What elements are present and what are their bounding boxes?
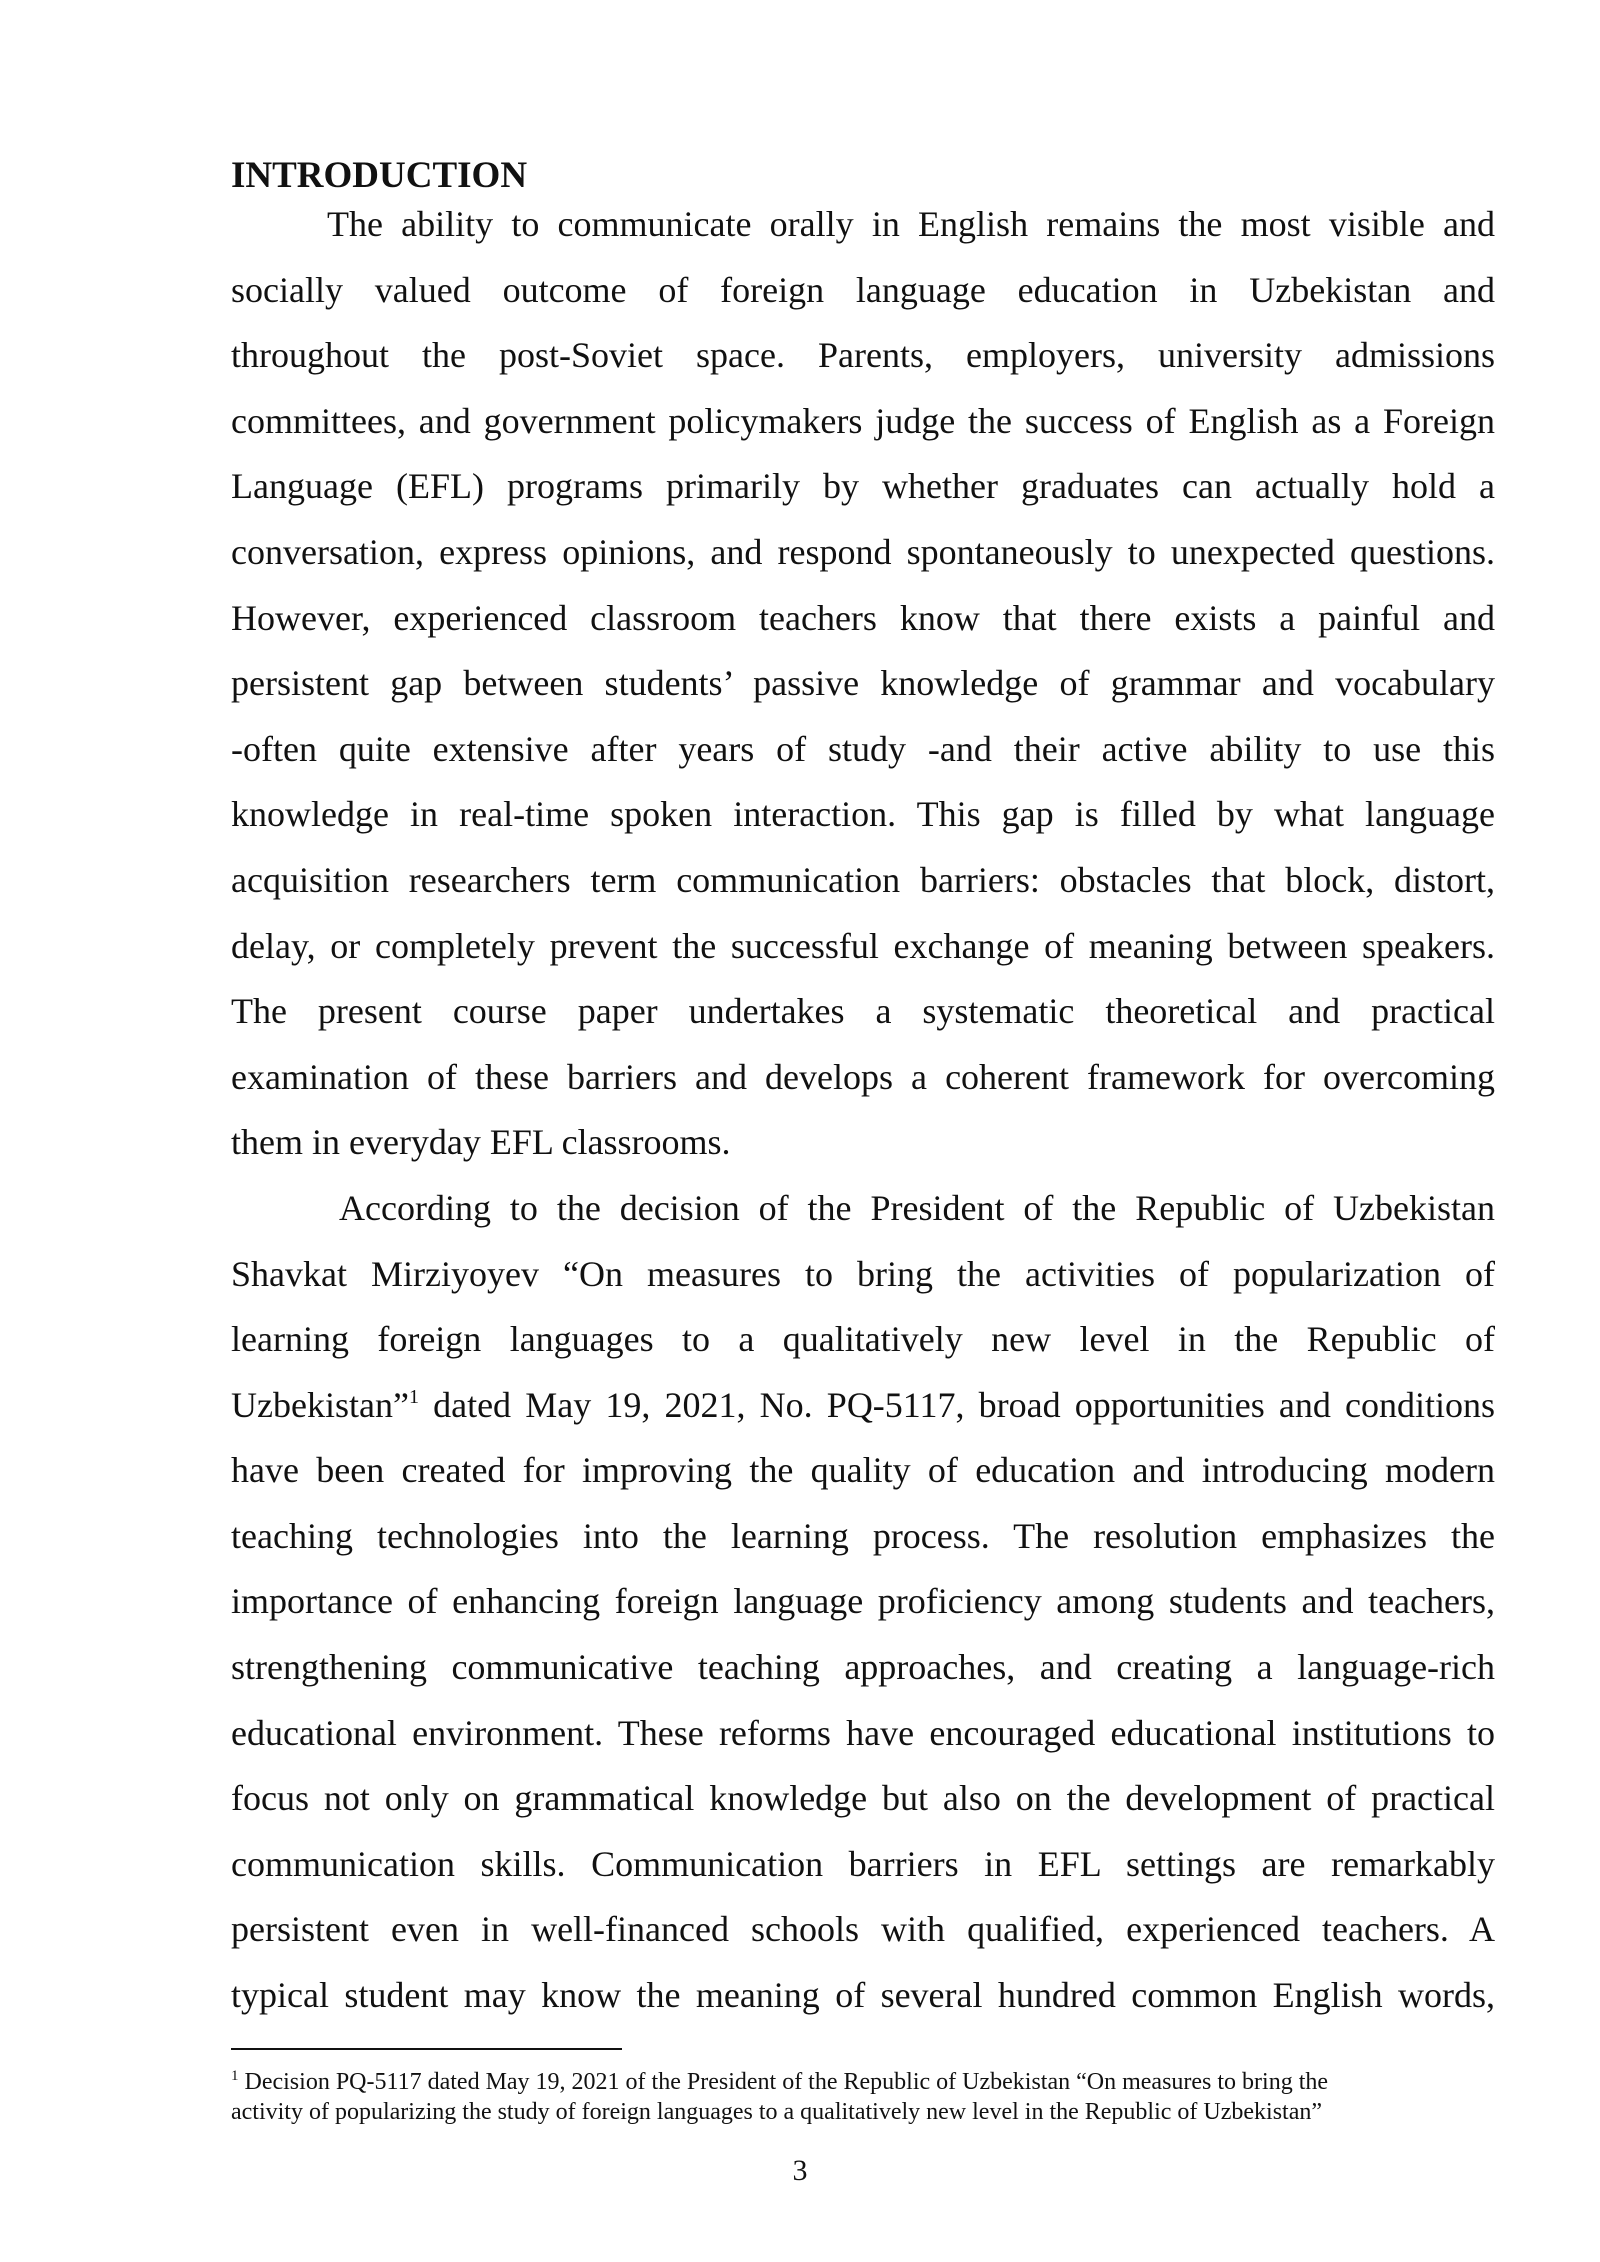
footnote-line: activity of popularizing the study of foreign languages to a qualitatively new level in the Republic of Uzbekistan”: [231, 2099, 1323, 2125]
paragraph-2-line: typical student may know the meaning of several hundred common English words,: [231, 1975, 1495, 2016]
paragraph-1-line: However, experienced classroom teachers know that there exists a painful and: [231, 597, 1495, 638]
text-segment: Uzbekistan”: [231, 1384, 409, 1425]
paragraph-1-line: persistent gap between students’ passive knowledge of grammar and vocabulary: [231, 663, 1495, 704]
paragraph-2-line: strengthening communicative teaching approaches, and creating a language-rich: [231, 1647, 1495, 1688]
paragraph-1-line: knowledge in real-time spoken interaction. This gap is filled by what language: [231, 794, 1495, 835]
paragraph-2-line: According to the decision of the President of the Republic of Uzbekistan: [339, 1187, 1495, 1228]
section-heading: INTRODUCTION: [231, 155, 528, 196]
text-segment: dated May 19, 2021, No. PQ-5117, broad opportunities and conditions: [418, 1384, 1495, 1425]
page-number: 3: [792, 2154, 808, 2187]
paragraph-1-line: examination of these barriers and develops a coherent framework for overcoming: [231, 1056, 1495, 1097]
paragraph-2-line: Shavkat Mirziyoyev “On measures to bring the activities of popularization of: [231, 1253, 1495, 1294]
paragraph-1-line: acquisition researchers term communication barriers: obstacles that block, distort,: [231, 859, 1495, 900]
paragraph-2-line: importance of enhancing foreign language proficiency among students and teachers,: [231, 1581, 1495, 1622]
paragraph-1-line: -often quite extensive after years of study -and their active ability to use this: [231, 728, 1495, 769]
paragraph-2-line: communication skills. Communication barriers in EFL settings are remarkably: [231, 1843, 1495, 1884]
footnote-reference[interactable]: 1: [408, 1385, 419, 1408]
paragraph-1-line: socially valued outcome of foreign language education in Uzbekistan and: [231, 269, 1495, 310]
paragraph-2-line: persistent even in well-financed schools with qualified, experienced teachers. A: [231, 1909, 1495, 1950]
paragraph-2-line: educational environment. These reforms have encouraged educational institutions to: [231, 1712, 1495, 1753]
paragraph-2-line: have been created for improving the quality of education and introducing modern: [231, 1450, 1495, 1491]
paragraph-2-line: learning foreign languages to a qualitatively new level in the Republic of: [231, 1319, 1495, 1360]
footnote-divider: [231, 2048, 622, 2050]
footnote: [231, 2067, 1495, 2127]
paragraph-1-line: The ability to communicate orally in English remains the most visible and: [327, 204, 1495, 244]
footnote-line: [231, 2067, 1495, 2097]
paragraph-2-line: teaching technologies into the learning process. The resolution emphasizes the: [231, 1515, 1495, 1556]
paragraph-1-line: them in everyday EFL classrooms.: [231, 1122, 731, 1163]
footnote-text: Decision PQ-5117 dated May 19, 2021 of the President of the Republic of Uzbekistan “On measures to bring the: [238, 2069, 1329, 2095]
body-text: [231, 201, 1495, 2038]
paragraph-1-line: conversation, express opinions, and respond spontaneously to unexpected questions.: [231, 531, 1495, 572]
paragraph-1-line: The present course paper undertakes a systematic theoretical and practical: [231, 991, 1495, 1032]
paragraph-2-line: focus not only on grammatical knowledge but also on the development of practical: [231, 1778, 1495, 1819]
paragraph-1-line: committees, and government policymakers judge the success of English as a Foreign: [231, 400, 1495, 441]
paragraph-2-line-with-footnote-ref: [231, 1382, 1495, 1448]
paragraph-1-line: delay, or completely prevent the successful exchange of meaning between speakers.: [231, 925, 1495, 966]
footnote-number: 1: [231, 2068, 239, 2084]
paragraph-1-line: throughout the post-Soviet space. Parents, employers, university admissions: [231, 335, 1495, 376]
paragraph-1-line: Language (EFL) programs primarily by whether graduates can actually hold a: [231, 466, 1495, 507]
